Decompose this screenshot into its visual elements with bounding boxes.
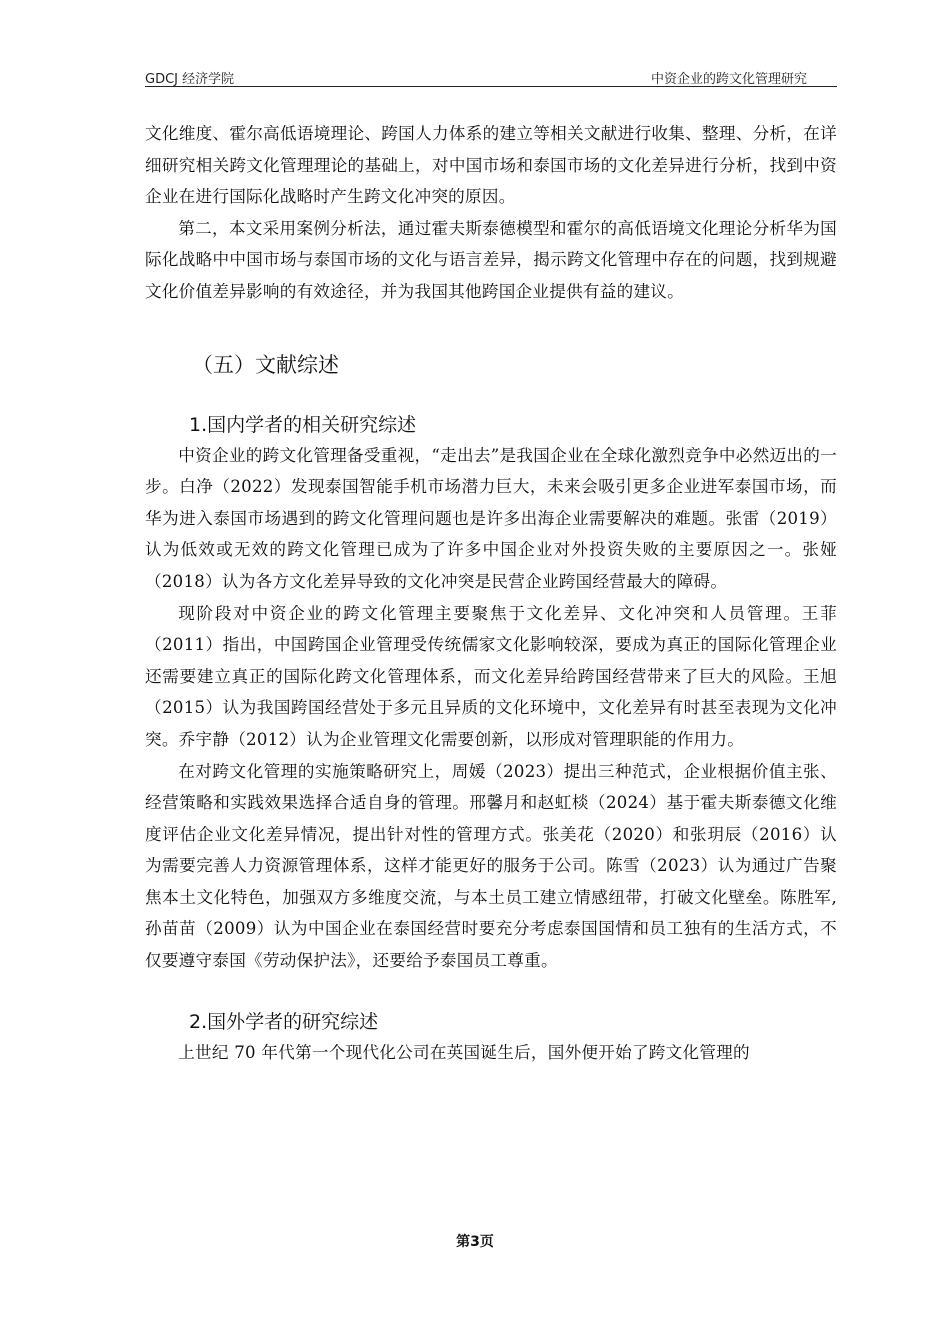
domestic-paragraph-1: 中资企业的跨文化管理备受重视，“走出去”是我国企业在全球化激烈竞争中必然迈出的一步。白净（2022）发现泰国智能手机市场潜力巨大，未来会吸引更多企业进军泰国市场，而华为进入泰国市场遇到的跨文化管理问题也是许多出海企业需要解决的难题。张雷（2019）认为低效或无效的跨文化管理已成为了许多中国企业对外投资失败的主要原因之一。张娅（2018）认为各方文化差异导致的文化冲突是民营企业跨国经营最大的障碍。 [145,445,837,591]
foreign-paragraph-1: 上世纪 70 年代第一个现代化公司在英国诞生后，国外便开始了跨文化管理的 [178,1042,750,1062]
intro-paragraph-2: 第二，本文采用案例分析法，通过霍夫斯泰德模型和霍尔的高低语境文化理论分析华为国际化战略中中国市场与泰国市场的文化与语言差异，揭示跨文化管理中存在的问题，找到规避文化价值差异影响的有效途径，并为我国其他跨国企业提供有益的建议。 [145,218,837,301]
subsection-heading-foreign: 2.国外学者的研究综述 [189,1010,379,1033]
domestic-paragraph-3: 在对跨文化管理的实施策略研究上，周媛（2023）提出三种范式，企业根据价值主张、经营策略和实践效果选择合适自身的管理。邢馨月和赵虹棪（2024）基于霍夫斯泰德文化维度评估企业文化差异情况，提出针对性的管理方式。张美花（2020）和张玥辰（2016）认为需要完善人力资源管理体系，这样才能更好的服务于公司。陈雪（2023）认为通过广告聚焦本土文化特色，加强双方多维度交流，与本土员工建立情感纽带，打破文化壁垒。陈胜军,孙苗苗（2009）认为中国企业在泰国经营时要充分考虑泰国国情和员工独有的生活方式，不仅要遵守泰国《劳动保护法》，还要给予泰国员工尊重。 [145,761,837,971]
page-number: 第3页 [456,1234,494,1250]
document-body [145,118,837,1068]
intro-paragraph-1: 文化维度、霍尔高低语境理论、跨国人力体系的建立等相关文献进行收集、整理、分析，在详细研究相关跨文化管理理论的基础上，对中国市场和泰国市场的文化差异进行分析，找到中资企业在进行国际化战略时产生跨文化冲突的原因。 [145,124,837,207]
header-left-text: GDCJ 经济学院 [145,72,235,87]
section-heading: （五）文献综述 [192,352,339,377]
domestic-paragraph-2: 现阶段对中资企业的跨文化管理主要聚焦于文化差异、文化冲突和人员管理。王菲（2011）指出，中国跨国企业管理受传统儒家文化影响较深，要成为真正的国际化管理企业还需要建立真正的国际化跨文化管理体系，而文化差异给跨国经营带来了巨大的风险。王旭（2015）认为我国跨国经营处于多元且异质的文化环境中，文化差异有时甚至表现为文化冲突。乔宇静（2012）认为企业管理文化需要创新，以形成对管理职能的作用力。 [145,603,837,749]
header-right-text: 中资企业的跨文化管理研究 [650,72,807,87]
subsection-heading-domestic: 1.国内学者的相关研究综述 [189,413,417,436]
page-header [145,66,837,87]
